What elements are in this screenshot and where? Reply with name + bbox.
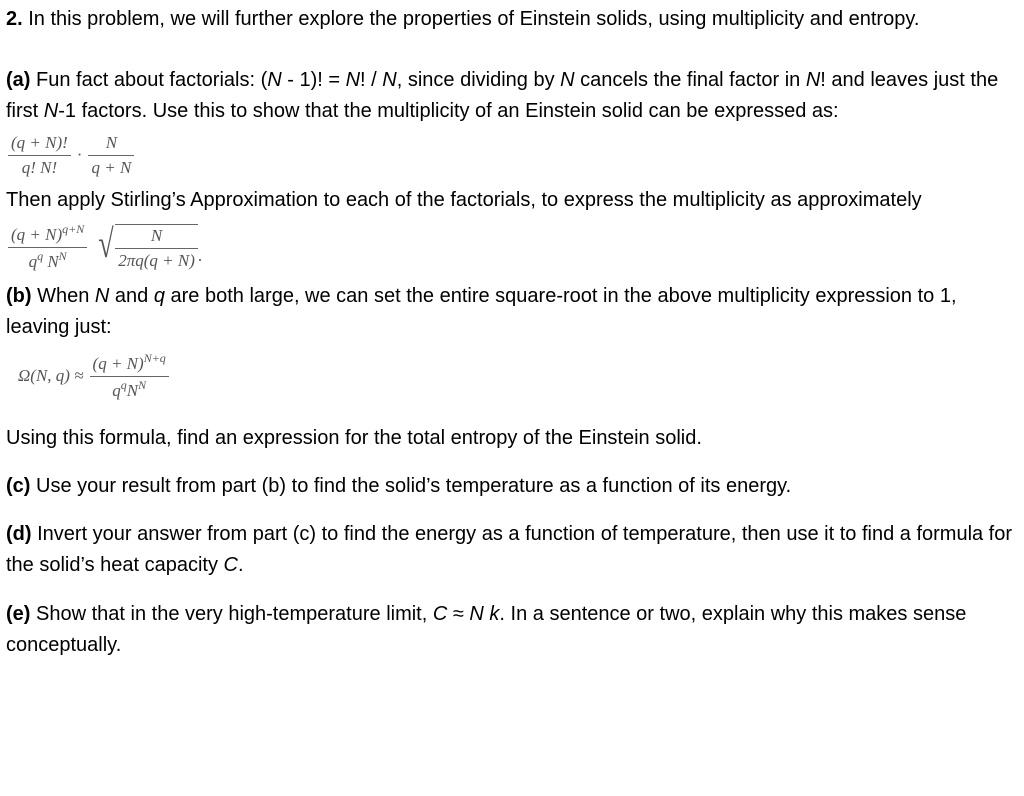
base: (q + N) [92, 353, 144, 373]
text-run: -1 factors. Use this to show that the multiplicity of an Einstein solid can be expressed as: [58, 100, 839, 122]
fraction-omega [90, 352, 169, 400]
var-n: N [267, 69, 282, 91]
fraction-denominator: q! N! [8, 155, 71, 178]
part-e-label: (e) [6, 603, 31, 625]
part-b-label: (b) [6, 285, 32, 307]
part-e-text [6, 599, 1020, 661]
var-k: k [489, 603, 500, 625]
fraction-n-over-qn [88, 133, 134, 177]
text-run: . [238, 554, 244, 576]
problem-number: 2. [6, 8, 23, 30]
part-c-text [6, 471, 1020, 502]
base: q [28, 251, 38, 271]
text-run: . In a sentence or two, explain why this makes sense conceptually. [6, 603, 967, 656]
fraction-sqrt [115, 226, 198, 270]
base: N [47, 251, 59, 271]
entropy-instruction: Using this formula, find an expression for the total entropy of the Einstein solid. [6, 427, 702, 449]
text-run: and [109, 285, 154, 307]
fraction-numerator: N [150, 225, 163, 245]
dot-operator: · [76, 145, 83, 165]
problem-page [6, 4, 1020, 661]
part-b-text [6, 281, 1020, 343]
var-n: N [560, 69, 575, 91]
equation-multiplicity-exact [8, 127, 1020, 183]
base: q [112, 380, 121, 400]
var-n: N [805, 69, 821, 91]
fraction-numerator [90, 352, 169, 376]
radical-sign: √ [98, 220, 114, 266]
var-n: N [43, 100, 59, 122]
var-n: N [382, 69, 397, 91]
fraction-denominator [90, 376, 169, 401]
text-run: , since dividing by [396, 69, 561, 91]
text-run: cancels the final factor in [574, 69, 806, 91]
exponent: q [120, 377, 127, 392]
exponent: q+N [62, 221, 85, 236]
base: N [126, 380, 139, 400]
fraction-denominator: q + N [88, 155, 134, 178]
var-c: C [432, 603, 448, 625]
base: (q + N) [11, 224, 63, 244]
square-root [95, 220, 198, 270]
approx-sign: ≈ [447, 603, 470, 625]
var-n: N [469, 603, 484, 625]
fraction-factorials [8, 133, 71, 177]
text-run: - 1)! = [281, 69, 346, 91]
part-d-label: (d) [6, 523, 32, 545]
stirling-text: Then apply Stirling’s Approximation to each of the factorials, to express the multiplicity as approximately [6, 189, 922, 211]
text-run: Fun fact about factorials: ( [30, 69, 268, 91]
var-q: q [153, 285, 165, 307]
equation-multiplicity-stirling [8, 218, 1020, 276]
fraction-stirling-main [8, 223, 87, 271]
part-a-text [6, 65, 1020, 127]
problem-intro [6, 4, 1020, 35]
radicand [115, 224, 198, 270]
part-c-label: (c) [6, 475, 31, 497]
fraction-numerator: (q + N)! [11, 132, 68, 152]
text-run: Invert your answer from part (c) to find the energy as a function of temperature, then use it to find a formula for the solid’s heat capacity [6, 523, 1013, 576]
equation-multiplicity-large [18, 343, 1020, 409]
var-n: N [94, 285, 110, 307]
period: . [197, 246, 203, 266]
fraction-numerator: N [105, 132, 118, 152]
exponent: N [58, 248, 67, 263]
exponent: N+q [143, 350, 166, 365]
text-run: When [31, 285, 95, 307]
text-run: are both large, we can set the entire square-root in the above multiplicity expression to 1, leaving just: [6, 285, 957, 338]
part-a-label: (a) [6, 69, 31, 91]
text-run: Show that in the very high-temperature limit, [30, 603, 433, 625]
var-n: N [345, 69, 361, 91]
problem-intro-text: In this problem, we will further explore the properties of Einstein solids, using multiplicity and entropy. [22, 8, 920, 30]
text-run: Use your result from part (b) to find the solid’s temperature as a function of its energy. [30, 475, 792, 497]
text-run: ! and leaves just the first [6, 69, 999, 122]
fraction-numerator [8, 223, 87, 247]
exponent: N [138, 377, 147, 392]
part-d-text [6, 519, 1020, 581]
omega-lhs: Ω(N, q) ≈ [18, 366, 84, 386]
exponent: q [37, 248, 44, 263]
fraction-denominator: 2πq(q + N) [115, 248, 198, 271]
fraction-denominator [8, 247, 87, 272]
var-c: C [223, 554, 238, 576]
text-run: ! / [360, 69, 383, 91]
